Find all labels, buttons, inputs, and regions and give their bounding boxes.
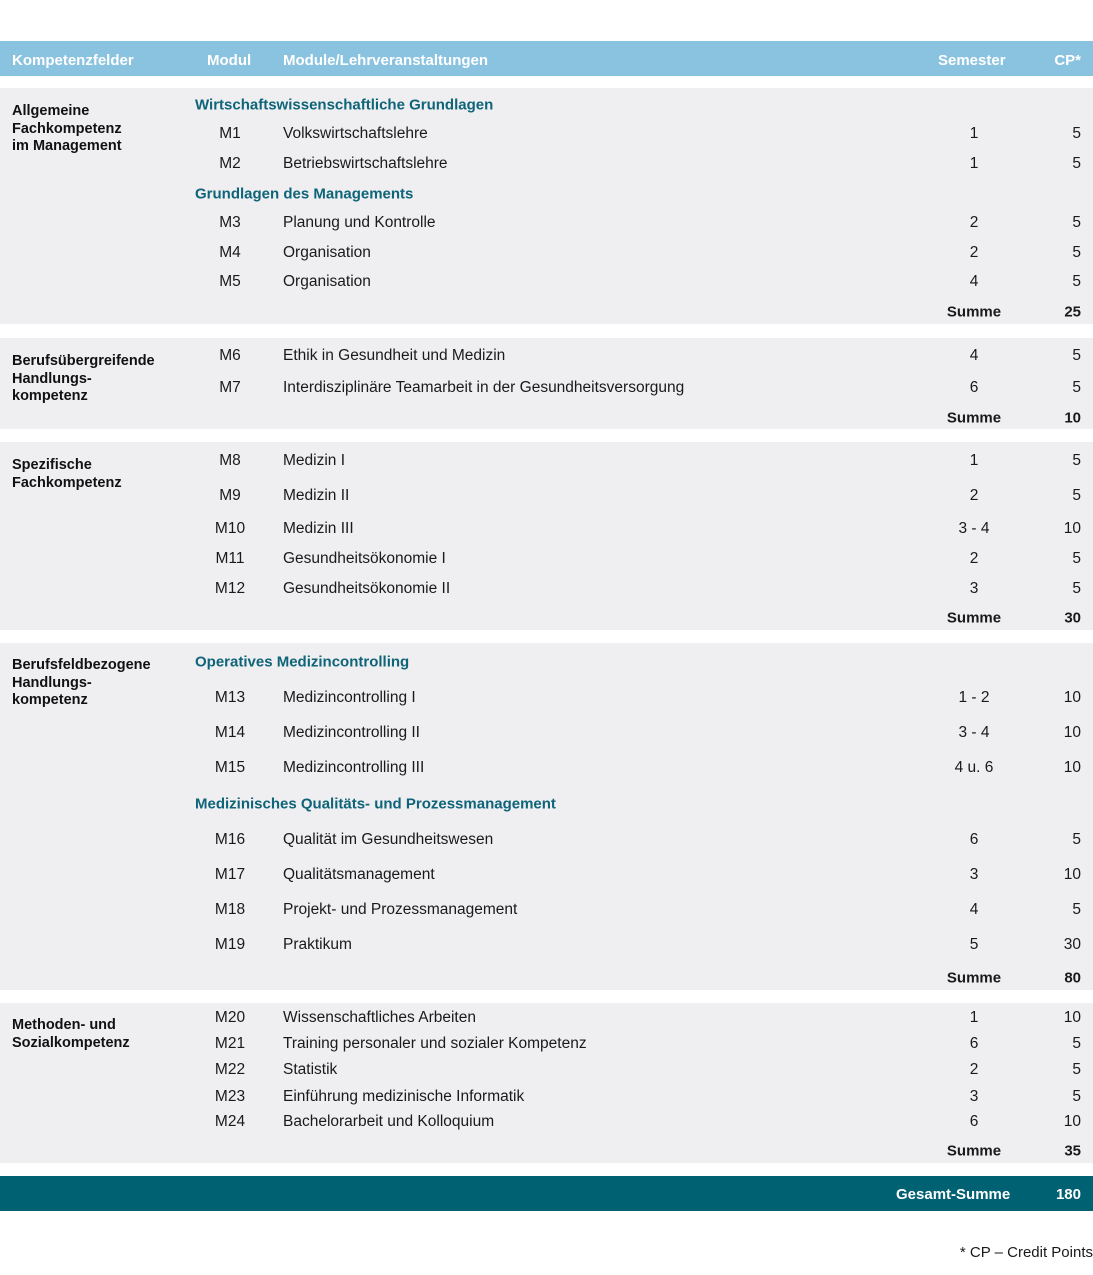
module-name: Medizin I — [283, 452, 346, 469]
module-semester: 2 — [969, 487, 979, 504]
module-cp: 5 — [1072, 155, 1081, 172]
module-name: Einführung medizinische Informatik — [283, 1088, 525, 1105]
module-code: M21 — [214, 1035, 246, 1052]
module-semester: 6 — [969, 1035, 979, 1052]
header-cp: CP* — [1054, 52, 1081, 69]
module-cp: 10 — [1063, 689, 1081, 706]
module-semester: 2 — [969, 244, 979, 261]
module-cp: 5 — [1072, 347, 1081, 364]
module-name: Ethik in Gesundheit und Medizin — [283, 347, 506, 364]
section-spezifische-fachkompetenz — [0, 442, 1093, 630]
module-cp: 5 — [1072, 273, 1081, 290]
module-cp: 5 — [1072, 1035, 1081, 1052]
module-code: M17 — [214, 866, 246, 883]
module-code: M23 — [214, 1088, 246, 1105]
module-cp: 5 — [1072, 831, 1081, 848]
module-semester: 3 — [969, 1088, 979, 1105]
module-name: Bachelorarbeit und Kolloquium — [283, 1113, 495, 1130]
module-semester: 2 — [969, 550, 979, 567]
module-code: M20 — [214, 1009, 246, 1026]
module-name: Medizincontrolling II — [283, 724, 420, 741]
module-name: Statistik — [283, 1061, 338, 1078]
module-name: Medizin II — [283, 487, 350, 504]
total-value: 180 — [1055, 1186, 1081, 1203]
module-name: Organisation — [283, 244, 371, 261]
module-code: M15 — [214, 759, 246, 776]
module-semester: 3 - 4 — [958, 520, 990, 537]
module-name: Gesundheitsökonomie I — [283, 550, 446, 567]
module-name: Medizin III — [283, 520, 354, 537]
sum-value: 35 — [1064, 1142, 1081, 1160]
module-name: Projekt- und Prozessmanagement — [283, 901, 518, 918]
module-semester: 6 — [969, 831, 979, 848]
module-semester: 2 — [969, 1061, 979, 1078]
module-code: M14 — [214, 724, 246, 741]
total-label: Gesamt-Summe — [896, 1186, 1011, 1203]
module-code: M16 — [214, 831, 246, 848]
header-semester: Semester — [938, 52, 1006, 69]
module-cp: 5 — [1072, 550, 1081, 567]
module-cp: 10 — [1063, 724, 1081, 741]
module-cp: 5 — [1072, 1061, 1081, 1078]
module-code: M10 — [214, 520, 246, 537]
module-code: M18 — [214, 901, 246, 918]
module-semester: 1 — [969, 452, 979, 469]
header-modul: Modul — [207, 52, 252, 69]
module-cp: 5 — [1072, 901, 1081, 918]
module-name: Betriebswirtschaftslehre — [283, 155, 448, 172]
module-semester: 4 — [969, 273, 979, 290]
module-semester: 6 — [969, 379, 979, 396]
module-cp: 10 — [1063, 759, 1081, 776]
sum-label: Summe — [946, 303, 1002, 321]
module-code: M8 — [219, 452, 241, 469]
module-semester: 2 — [969, 214, 979, 231]
module-cp: 5 — [1072, 487, 1081, 504]
module-semester: 5 — [969, 936, 979, 953]
sum-label: Summe — [946, 409, 1002, 427]
module-cp: 5 — [1072, 580, 1081, 597]
module-cp: 10 — [1063, 520, 1081, 537]
module-semester: 6 — [969, 1113, 979, 1130]
module-name: Volkswirtschaftslehre — [283, 125, 428, 142]
module-name: Medizincontrolling III — [283, 759, 425, 776]
header-module: Module/Lehrveranstaltungen — [283, 52, 489, 69]
section-label: Berufsfeldbezogene Handlungs- kompetenz — [12, 657, 151, 708]
module-semester: 3 — [969, 866, 979, 883]
total-bar — [0, 1176, 1093, 1211]
sum-value: 25 — [1064, 303, 1081, 321]
module-cp: 5 — [1072, 379, 1081, 396]
module-cp: 5 — [1072, 244, 1081, 261]
module-cp: 10 — [1063, 1009, 1081, 1026]
module-name: Interdisziplinäre Teamarbeit in der Gesundheitsversorgung — [283, 379, 685, 396]
module-code: M2 — [219, 155, 241, 172]
module-code: M9 — [219, 487, 241, 504]
module-code: M5 — [219, 273, 241, 290]
module-code: M12 — [214, 580, 246, 597]
module-code: M13 — [214, 689, 246, 706]
module-semester: 1 — [969, 125, 979, 142]
module-name: Planung und Kontrolle — [283, 214, 436, 231]
sum-label: Summe — [946, 1142, 1002, 1160]
module-code: M4 — [219, 244, 241, 261]
module-cp: 5 — [1072, 214, 1081, 231]
subheading: Grundlagen des Managements — [195, 185, 414, 203]
section-berufsfeldbezogene-kompetenz — [0, 643, 1093, 990]
table-header — [0, 41, 1093, 76]
subheading: Operatives Medizincontrolling — [195, 653, 410, 671]
module-semester: 1 — [969, 1009, 979, 1026]
sum-value: 10 — [1064, 409, 1081, 427]
module-cp: 30 — [1063, 936, 1081, 953]
module-name: Qualitätsmanagement — [283, 866, 435, 883]
sum-label: Summe — [946, 609, 1002, 627]
module-code: M3 — [219, 214, 241, 231]
module-semester: 4 u. 6 — [954, 759, 994, 776]
module-cp: 5 — [1072, 452, 1081, 469]
module-name: Training personaler und sozialer Kompetenz — [283, 1035, 587, 1052]
module-name: Medizincontrolling I — [283, 689, 416, 706]
section-label: Spezifische Fachkompetenz — [12, 457, 122, 491]
module-code: M22 — [214, 1061, 246, 1078]
module-code: M6 — [219, 347, 241, 364]
section-label: Methoden- und Sozialkompetenz — [12, 1017, 130, 1051]
module-name: Praktikum — [283, 936, 352, 953]
module-semester: 4 — [969, 901, 979, 918]
module-cp: 10 — [1063, 866, 1081, 883]
module-semester: 3 - 4 — [958, 724, 990, 741]
module-cp: 5 — [1072, 1088, 1081, 1105]
section-allgemeine-fachkompetenz — [0, 88, 1093, 324]
sum-value: 80 — [1064, 969, 1081, 987]
module-code: M19 — [214, 936, 246, 953]
section-label: Allgemeine Fachkompetenz im Management — [12, 103, 122, 154]
module-code: M7 — [219, 379, 241, 396]
module-name: Qualität im Gesundheitswesen — [283, 831, 494, 848]
module-semester: 1 — [969, 155, 979, 172]
module-code: M24 — [214, 1113, 246, 1130]
section-label: Berufsübergreifende Handlungs- kompetenz — [12, 353, 155, 404]
module-name: Wissenschaftliches Arbeiten — [283, 1009, 476, 1026]
subheading: Medizinisches Qualitäts- und Prozessmanagement — [195, 795, 556, 813]
sum-label: Summe — [946, 969, 1002, 987]
subheading: Wirtschaftswissenschaftliche Grundlagen — [195, 96, 494, 114]
module-semester: 3 — [969, 580, 979, 597]
module-code: M11 — [215, 550, 245, 567]
module-semester: 4 — [969, 347, 979, 364]
module-name: Organisation — [283, 273, 371, 290]
section-methoden-sozialkompetenz — [0, 1003, 1093, 1163]
module-code: M1 — [219, 125, 241, 142]
module-name: Gesundheitsökonomie II — [283, 580, 451, 597]
sum-value: 30 — [1064, 609, 1081, 627]
module-semester: 1 - 2 — [958, 689, 990, 706]
header-kompetenzfelder: Kompetenzfelder — [12, 52, 134, 69]
footnote: * CP – Credit Points — [959, 1244, 1093, 1261]
module-cp: 5 — [1072, 125, 1081, 142]
module-cp: 10 — [1063, 1113, 1081, 1130]
